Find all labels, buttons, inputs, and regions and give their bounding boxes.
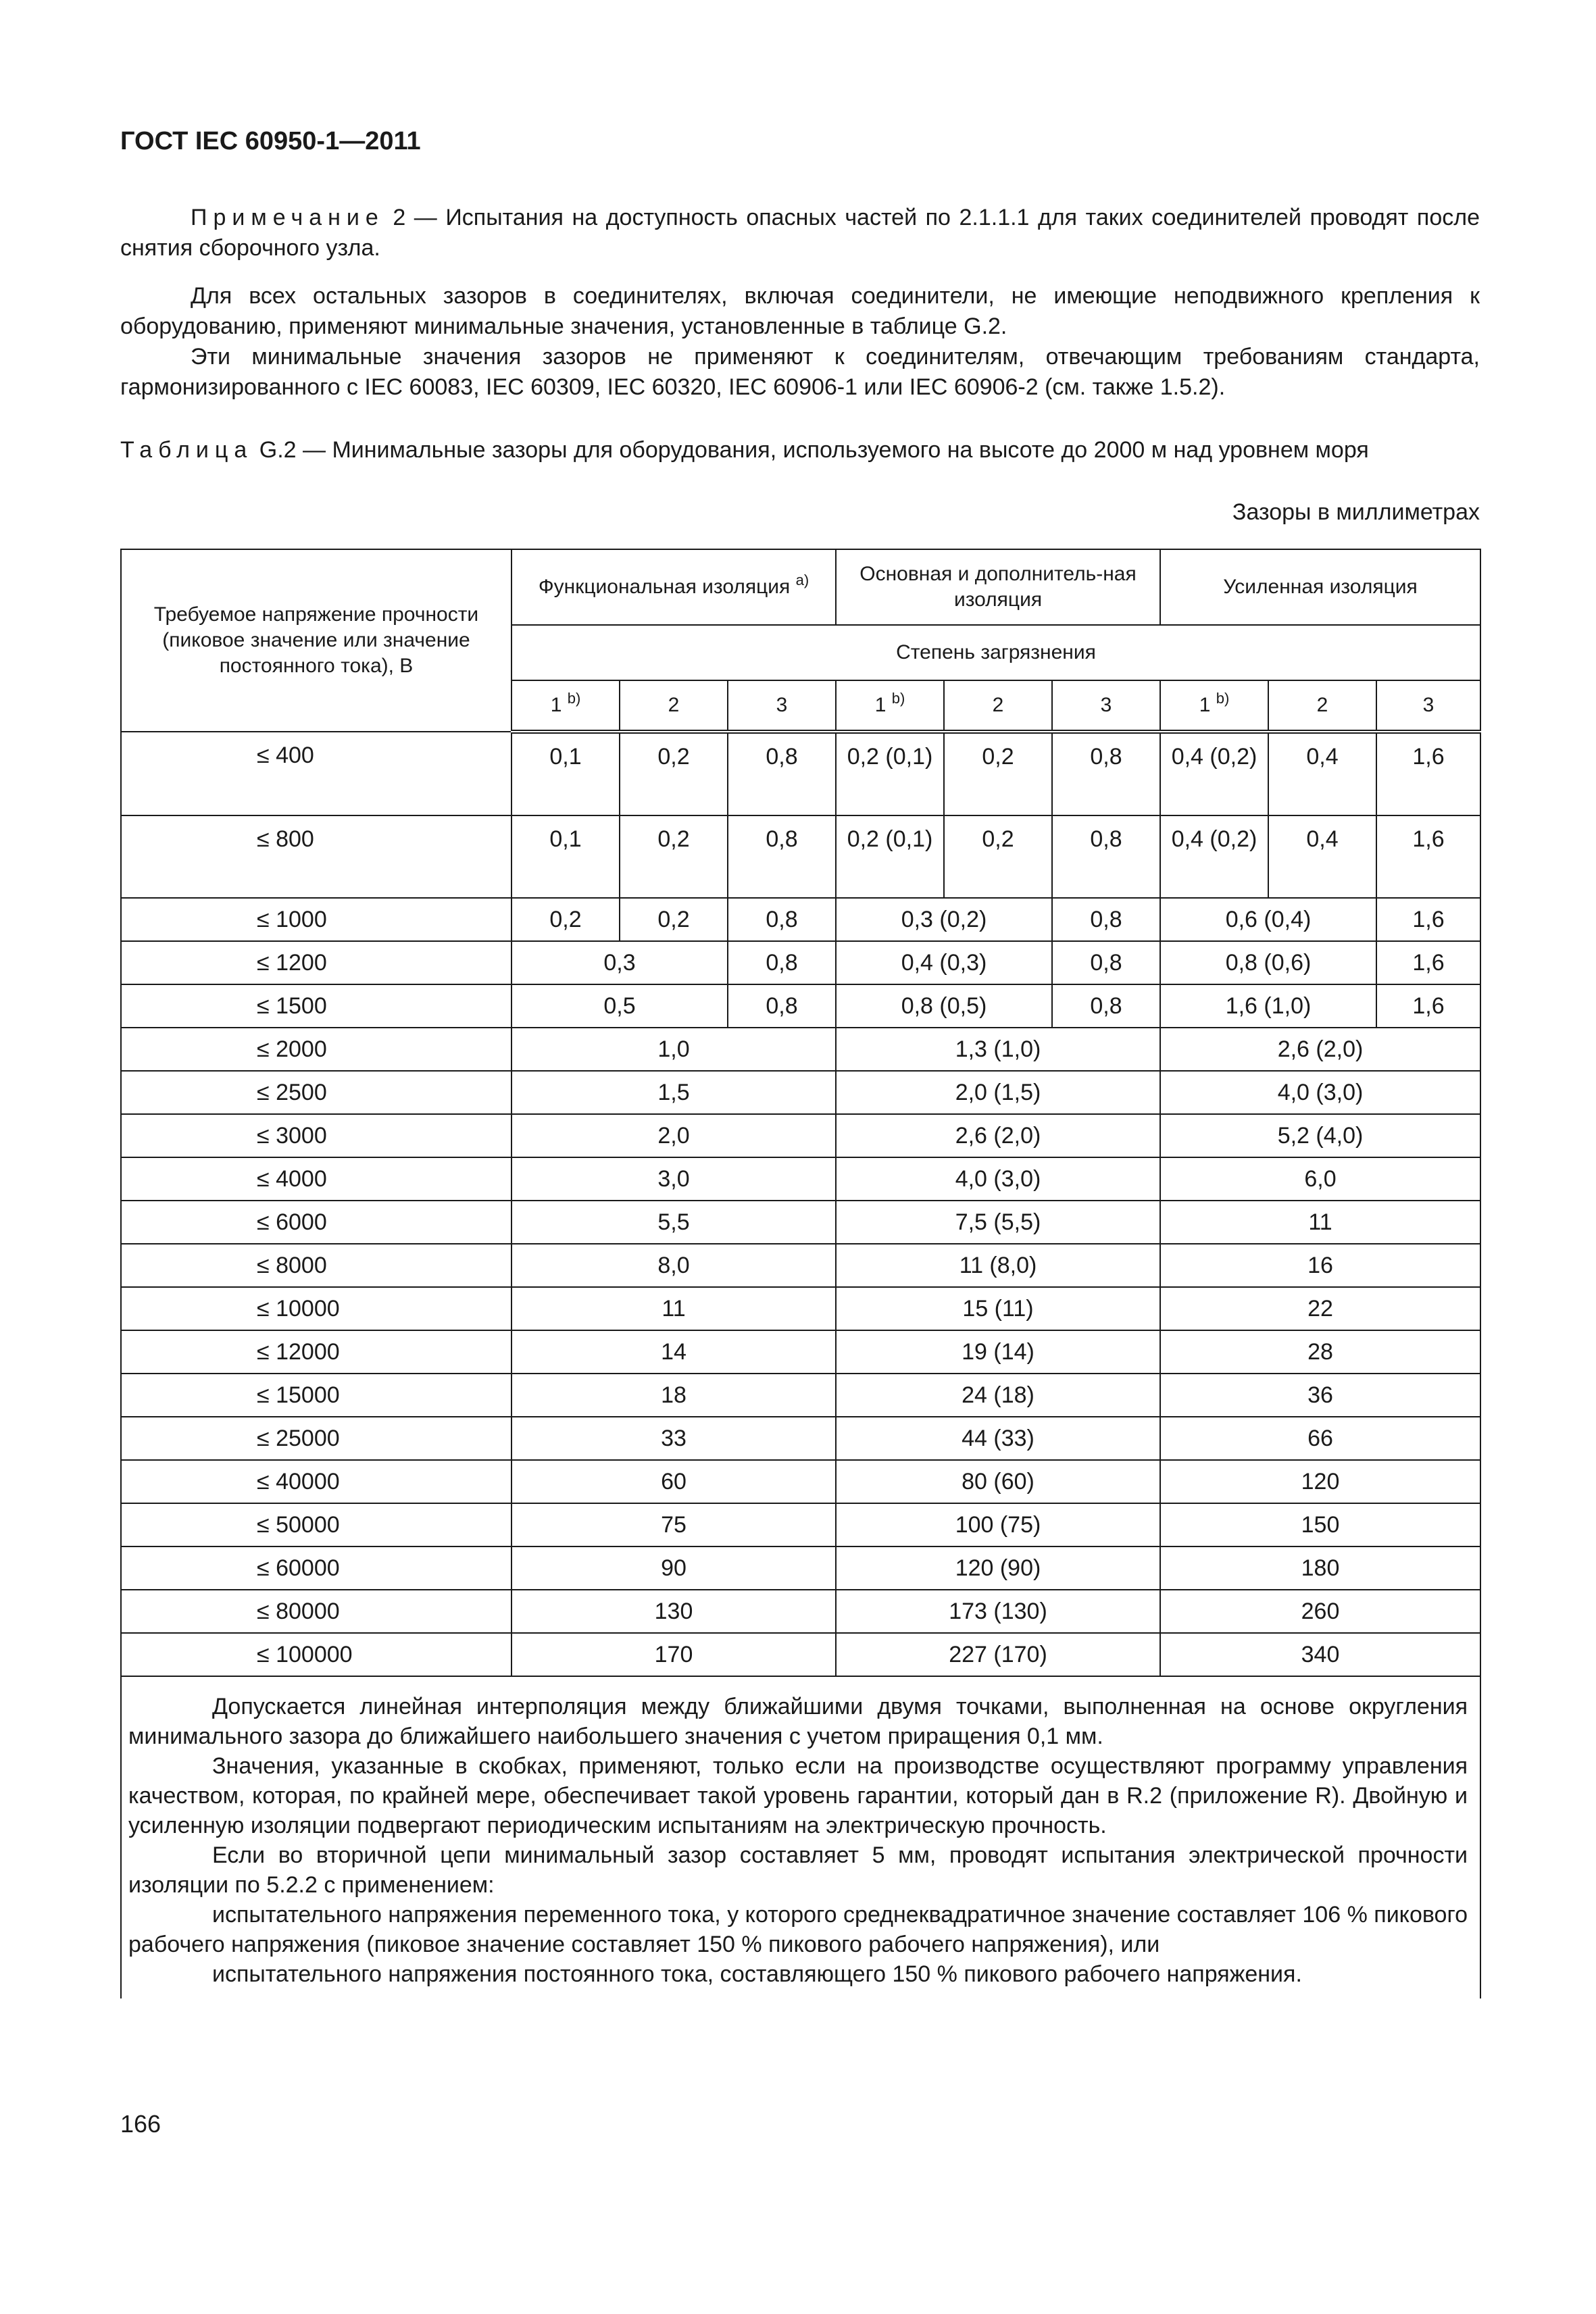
cell-voltage: ≤ 1500 — [121, 984, 512, 1028]
cell-value: 33 — [512, 1417, 836, 1460]
cell-value: 7,5 (5,5) — [836, 1201, 1160, 1244]
cell-voltage: ≤ 2000 — [121, 1028, 512, 1071]
cell-voltage: ≤ 2500 — [121, 1071, 512, 1114]
table-row — [121, 1546, 1480, 1590]
cell-value: 0,8 — [728, 984, 836, 1028]
table-row — [121, 1071, 1480, 1114]
cell-value: 1,6 — [1376, 984, 1480, 1028]
table-caption-label: Таблица — [120, 437, 253, 463]
cell-voltage: ≤ 3000 — [121, 1114, 512, 1157]
note-2 — [120, 203, 1480, 263]
cell-voltage: ≤ 8000 — [121, 1244, 512, 1287]
cell-value: 1,5 — [512, 1071, 836, 1114]
cell-value: 150 — [1160, 1503, 1480, 1546]
table-row — [121, 1201, 1480, 1244]
cell-value: 0,8 — [1052, 732, 1160, 815]
table-row — [121, 1028, 1480, 1071]
cell-value: 5,5 — [512, 1201, 836, 1244]
table-row — [121, 1157, 1480, 1201]
table-row — [121, 1244, 1480, 1287]
cell-value: 0,3 (0,2) — [836, 898, 1052, 941]
header-reinforced: Усиленная изоляция — [1160, 549, 1480, 625]
cell-value: 1,6 — [1376, 941, 1480, 984]
table-row — [121, 732, 1480, 815]
header-degree-2: 2 — [944, 680, 1052, 732]
header-degree-2: 2 — [620, 680, 728, 732]
table-row — [121, 1330, 1480, 1374]
cell-value: 19 (14) — [836, 1330, 1160, 1374]
cell-value: 18 — [512, 1374, 836, 1417]
cell-value: 2,6 (2,0) — [1160, 1028, 1480, 1071]
header-voltage: Требуемое напряжение прочности (пиковое значение или значение постоянного тока), В — [121, 549, 512, 732]
table-row — [121, 898, 1480, 941]
cell-voltage: ≤ 6000 — [121, 1201, 512, 1244]
header-degree-1: 1 $^{b)}$ — [1160, 680, 1268, 732]
table-caption — [120, 435, 1480, 466]
cell-voltage: ≤ 80000 — [121, 1590, 512, 1633]
cell-voltage: ≤ 1000 — [121, 898, 512, 941]
cell-value: 2,0 — [512, 1114, 836, 1157]
table-row — [121, 1417, 1480, 1460]
cell-voltage: ≤ 25000 — [121, 1417, 512, 1460]
cell-value: 2,6 (2,0) — [836, 1114, 1160, 1157]
cell-value: 0,8 — [728, 815, 836, 898]
cell-value: 2,0 (1,5) — [836, 1071, 1160, 1114]
cell-value: 0,2 (0,1) — [836, 732, 944, 815]
header-degree-3: 3 — [1052, 680, 1160, 732]
header-degree-3: 3 — [1376, 680, 1480, 732]
table-row — [121, 815, 1480, 898]
cell-value: 0,4 (0,2) — [1160, 815, 1268, 898]
header-pollution-degree: Степень загрязнения — [512, 625, 1480, 680]
table-notes-row — [121, 1676, 1480, 1998]
cell-value: 0,2 — [620, 732, 728, 815]
cell-value: 11 (8,0) — [836, 1244, 1160, 1287]
cell-value: 5,2 (4,0) — [1160, 1114, 1480, 1157]
cell-value: 1,6 (1,0) — [1160, 984, 1376, 1028]
note-text: 2 — Испытания на доступность опасных частей по 2.1.1.1 для таких соединителей проводят после снятия сборочного узла. — [120, 205, 1480, 261]
cell-value: 66 — [1160, 1417, 1480, 1460]
header-degree-1: 1 $^{b)}$ — [836, 680, 944, 732]
cell-value: 120 — [1160, 1460, 1480, 1503]
intro-section — [120, 203, 1480, 263]
cell-value: 75 — [512, 1503, 836, 1546]
intro-paragraph-2: Эти минимальные значения зазоров не применяют к соединителям, отвечающим требованиям стандарта, гармонизированного с IEC 60083, IEC 60309, IEC 60320, IEC 60906-1 или IEC 60906-2 (см. также 1.5.2). — [120, 344, 1480, 400]
cell-value: 90 — [512, 1546, 836, 1590]
cell-voltage: ≤ 800 — [121, 815, 512, 898]
table-caption-text: G.2 — Минимальные зазоры для оборудования, используемого на высоте до 2000 м над уровнем моря — [253, 437, 1369, 463]
cell-value: 173 (130) — [836, 1590, 1160, 1633]
cell-value: 0,8 — [728, 941, 836, 984]
cell-value: 260 — [1160, 1590, 1480, 1633]
cell-value: 0,8 — [1052, 898, 1160, 941]
cell-value: 120 (90) — [836, 1546, 1160, 1590]
cell-voltage: ≤ 15000 — [121, 1374, 512, 1417]
header-degree-2: 2 — [1268, 680, 1376, 732]
intro-paragraph-1: Для всех остальных зазоров в соединителях, включая соединители, не имеющие неподвижного крепления к оборудованию, применяют минимальные значения, установленные в таблице G.2. — [120, 283, 1480, 339]
table-units: Зазоры в миллиметрах — [1232, 499, 1480, 525]
cell-value: 4,0 (3,0) — [1160, 1071, 1480, 1114]
table-note: испытательного напряжения переменного тока, у которого среднеквадратичное значение составляет 106 % пикового рабочего напряжения (пиковое значение составляет 150 % пикового рабочего напряжения), или — [128, 1902, 1468, 1957]
cell-value: 0,2 — [944, 815, 1052, 898]
table-row — [121, 1374, 1480, 1417]
table-note: Если во вторичной цепи минимальный зазор составляет 5 мм, проводят испытания электрической прочности изоляции по 5.2.2 с применением: — [128, 1842, 1468, 1898]
cell-value: 0,8 — [728, 732, 836, 815]
header-degree-3: 3 — [728, 680, 836, 732]
cell-value: 80 (60) — [836, 1460, 1160, 1503]
cell-value: 6,0 — [1160, 1157, 1480, 1201]
table-row — [121, 941, 1480, 984]
cell-value: 0,4 — [1268, 732, 1376, 815]
cell-voltage: ≤ 40000 — [121, 1460, 512, 1503]
header-functional: Функциональная изоляция $^{а)}$ — [512, 549, 836, 625]
cell-value: 340 — [1160, 1633, 1480, 1676]
cell-value: 1,6 — [1376, 898, 1480, 941]
cell-value: 100 (75) — [836, 1503, 1160, 1546]
cell-voltage: ≤ 4000 — [121, 1157, 512, 1201]
cell-value: 8,0 — [512, 1244, 836, 1287]
cell-value: 0,4 (0,2) — [1160, 732, 1268, 815]
cell-value: 16 — [1160, 1244, 1480, 1287]
header-basic: Основная и дополнитель-ная изоляция — [836, 549, 1160, 625]
cell-value: 0,1 — [512, 732, 620, 815]
cell-value: 0,2 (0,1) — [836, 815, 944, 898]
cell-value: 1,0 — [512, 1028, 836, 1071]
cell-value: 170 — [512, 1633, 836, 1676]
cell-value: 28 — [1160, 1330, 1480, 1374]
cell-value: 1,6 — [1376, 815, 1480, 898]
cell-value: 0,2 — [944, 732, 1052, 815]
header-degree-1: 1 $^{b)}$ — [512, 680, 620, 732]
cell-value: 22 — [1160, 1287, 1480, 1330]
cell-value: 0,3 — [512, 941, 728, 984]
cell-voltage: ≤ 60000 — [121, 1546, 512, 1590]
cell-value: 0,2 — [620, 898, 728, 941]
cell-value: 36 — [1160, 1374, 1480, 1417]
cell-value: 0,4 (0,3) — [836, 941, 1052, 984]
cell-value: 180 — [1160, 1546, 1480, 1590]
cell-value: 15 (11) — [836, 1287, 1160, 1330]
table-row — [121, 1460, 1480, 1503]
cell-value: 44 (33) — [836, 1417, 1160, 1460]
cell-voltage: ≤ 100000 — [121, 1633, 512, 1676]
table-row — [121, 1114, 1480, 1157]
table-notes — [121, 1676, 1480, 1998]
cell-value: 3,0 — [512, 1157, 836, 1201]
clearance-table — [120, 549, 1481, 1998]
cell-value: 0,8 — [1052, 815, 1160, 898]
cell-value: 0,6 (0,4) — [1160, 898, 1376, 941]
intro-paragraphs — [120, 281, 1480, 403]
cell-value: 11 — [1160, 1201, 1480, 1244]
cell-value: 4,0 (3,0) — [836, 1157, 1160, 1201]
cell-value: 14 — [512, 1330, 836, 1374]
cell-value: 0,2 — [512, 898, 620, 941]
cell-value: 1,6 — [1376, 732, 1480, 815]
table-row — [121, 1503, 1480, 1546]
cell-value: 0,5 — [512, 984, 728, 1028]
cell-value: 11 — [512, 1287, 836, 1330]
cell-value: 0,8 (0,6) — [1160, 941, 1376, 984]
cell-value: 130 — [512, 1590, 836, 1633]
cell-voltage: ≤ 10000 — [121, 1287, 512, 1330]
cell-value: 0,8 — [1052, 984, 1160, 1028]
cell-value: 0,1 — [512, 815, 620, 898]
cell-voltage: ≤ 400 — [121, 732, 512, 815]
document-header: ГОСТ IEC 60950-1—2011 — [120, 127, 421, 155]
table-row — [121, 1287, 1480, 1330]
cell-value: 227 (170) — [836, 1633, 1160, 1676]
table-row — [121, 984, 1480, 1028]
cell-value: 1,3 (1,0) — [836, 1028, 1160, 1071]
cell-value: 0,2 — [620, 815, 728, 898]
cell-voltage: ≤ 1200 — [121, 941, 512, 984]
cell-value: 0,4 — [1268, 815, 1376, 898]
cell-value: 60 — [512, 1460, 836, 1503]
table-note: Допускается линейная интерполяция между ближайшими двумя точками, выполненная на основе округления минимального зазора до ближайшего наибольшего значения с учетом приращения 0,1 мм. — [128, 1694, 1468, 1749]
cell-value: 0,8 — [728, 898, 836, 941]
cell-value: 0,8 (0,5) — [836, 984, 1052, 1028]
page-number: 166 — [120, 2110, 161, 2138]
table-note: испытательного напряжения постоянного тока, составляющего 150 % пикового рабочего напряжения. — [212, 1961, 1302, 1987]
cell-voltage: ≤ 12000 — [121, 1330, 512, 1374]
cell-value: 0,8 — [1052, 941, 1160, 984]
table-row — [121, 1590, 1480, 1633]
cell-value: 24 (18) — [836, 1374, 1160, 1417]
table-row — [121, 1633, 1480, 1676]
cell-voltage: ≤ 50000 — [121, 1503, 512, 1546]
note-label: Примечание — [191, 205, 384, 230]
table-note: Значения, указанные в скобках, применяют, только если на производстве осуществляют программу управления качеством, которая, по крайней мере, обеспечивает такой уровень гарантии, который дан в R.2 (приложение R). Двойную и усиленную изоляции подвергают периодическим испытаниям на электрическую прочность. — [128, 1753, 1468, 1838]
